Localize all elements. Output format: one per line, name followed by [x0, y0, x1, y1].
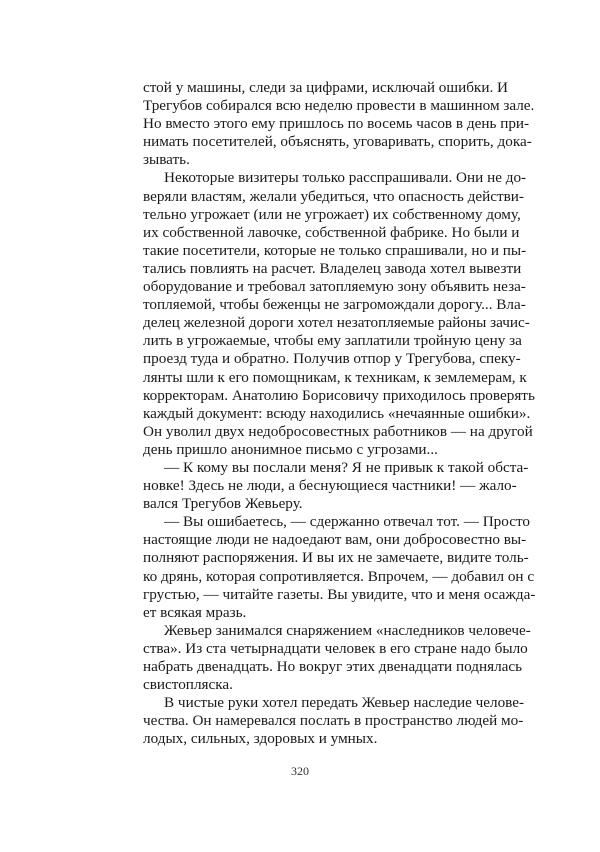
text-line: ства». Из ста четырнадцати человек в его стране надо было	[143, 639, 528, 657]
text-line: настоящие люди не надоедают вам, они добросовестно вы-	[143, 531, 527, 549]
text-line: оборудование и требовал затопляемую зону объявить неза-	[143, 278, 526, 296]
text-line: чества. Он намеревался послать в пространство людей мо-	[143, 712, 524, 730]
text-line: веряли властям, желали убедиться, что опасность действи-	[143, 187, 524, 205]
text-line: тельно угрожает (или не угрожает) их собственному дому,	[143, 205, 521, 223]
text-line: Но вместо этого ему пришлось по восемь часов в день при-	[143, 115, 530, 133]
text-line: лить в угрожаемые, чтобы ему заплатили тройную цену за	[143, 332, 522, 350]
text-line: Жевьер занимался снаряжением «наследников человече-	[164, 621, 531, 639]
text-line: полняют распоряжения. И вы их не замечаете, видите толь-	[143, 549, 529, 567]
text-line: — К кому вы послали меня? Я не привык к такой обста-	[164, 458, 529, 476]
text-line: Некоторые визитеры только расспрашивали. Они не до-	[164, 169, 527, 187]
page-number: 320	[291, 764, 309, 778]
text-line: такие посетители, которые не только спрашивали, но и пы-	[143, 241, 527, 259]
text-line: топляемой, чтобы беженцы не загромождали дорогу... Вла-	[143, 296, 526, 314]
text-line: ет всякая мразь.	[143, 603, 247, 621]
text-line: корректорам. Анатолию Борисовичу приходилось проверять	[143, 386, 535, 404]
text-line: каждый документ: всюду находились «нечаянные ошибки».	[143, 404, 531, 422]
text-line: вался Трегубов Жевьеру.	[143, 495, 303, 513]
text-line: Трегубов собирался всю неделю провести в машинном зале.	[143, 97, 535, 115]
text-line: ко дрянь, которая сопротивляется. Впрочем, — добавил он с	[143, 567, 535, 585]
text-line: набрать двенадцать. Но вокруг этих двенадцати поднялась	[143, 658, 523, 675]
text-line: зывать.	[143, 151, 190, 169]
text-line: Он уволил двух недобросовестных работников — на другой	[143, 422, 533, 440]
text-line: В чистые руки хотел передать Жевьер наследие челове-	[164, 694, 525, 712]
text-line: грустью, — читайте газеты. Вы увидите, что и меня осаждa-	[143, 585, 536, 603]
text-line: проезд туда и обратно. Получив отпор у Трегубова, спеку-	[143, 350, 521, 368]
text-line: — Вы ошибаетесь, — сдержанно отвечал тот. — Просто	[164, 513, 530, 531]
text-line: свистопляска.	[143, 676, 233, 694]
text-line: их собственной лавочке, собственной фабрике. Но были и	[143, 223, 520, 241]
text-line: нимать посетителей, объяснять, уговаривать, спорить, дока-	[143, 133, 532, 151]
text-line: новке! Здесь не люди, а беснующиеся частники! — жало-	[143, 477, 517, 495]
text-line: стой у машины, следи за цифрами, исключай ошибки. И	[143, 79, 509, 96]
text-line: лянты шли к его помощникам, к техникам, к землемерам, к	[143, 368, 527, 386]
text-line: делец железной дороги хотел незатопляемые районы зачис-	[143, 314, 530, 332]
text-line: день пришло анонимное письмо с угрозами...	[143, 440, 438, 458]
body-text	[143, 79, 536, 748]
text-line: тались повлиять на расчет. Владелец завода хотел вывезти	[143, 259, 522, 277]
text-line: лодых, сильных, здоровых и умных.	[143, 730, 378, 748]
